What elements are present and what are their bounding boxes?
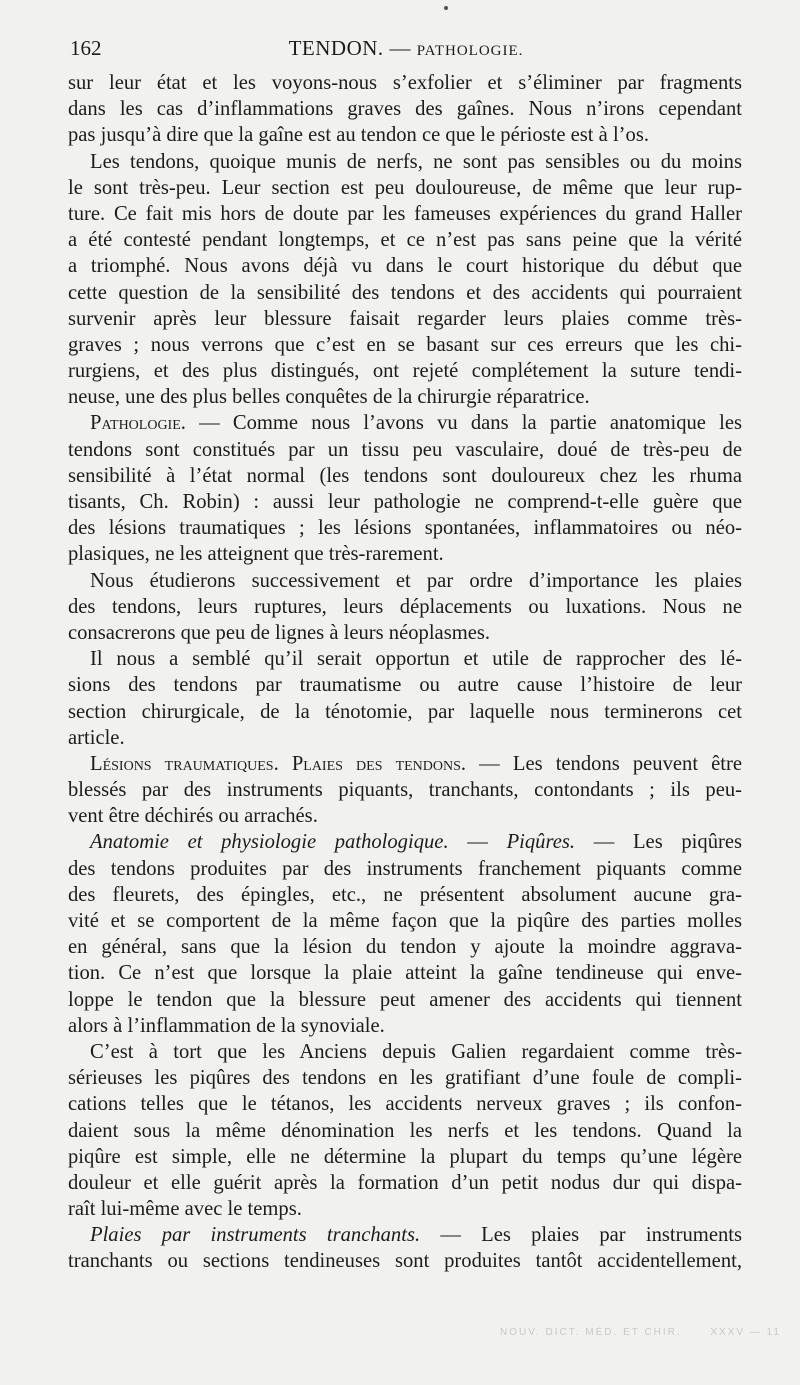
text-line: piqûre est simple, elle ne détermine la plupart du temps qu’une légère (68, 1145, 742, 1168)
text-line: sions des tendons par traumatisme ou autre cause l’histoire de leur (68, 674, 742, 697)
text-line: a été contesté pendant longtemps, et ce n’est pas sans peine que la vérité (68, 229, 742, 252)
text-line: des fleurets, des épingles, etc., ne présentent absolument aucune gra- (68, 883, 742, 906)
text-line: cette question de la sensibilité des tendons et des accidents qui pourraient (68, 281, 742, 304)
section-heading-pathologie: Pathologie. (90, 412, 186, 435)
text-line: rurgiens, et des plus distingués, ont rejeté complétement la suture tendi- (68, 360, 742, 383)
text-line: vité et se comportent de la même façon que la piqûre des parties molles (68, 910, 742, 932)
header-separator: — (389, 36, 411, 60)
text-line: graves ; nous verrons que c’est en se basant sur ces erreurs que les chi- (68, 333, 742, 356)
text-line: tendons sont constitués par un tissu peu vasculaire, doué de très-peu de (68, 438, 742, 461)
subheading-piqures: Piqûres. (506, 831, 576, 854)
text-line: a triomphé. Nous avons déjà vu dans le court historique du début que (68, 255, 742, 278)
running-title (70, 36, 742, 61)
running-header (70, 36, 742, 66)
text-line: alors à l’inflammation de la synoviale. (68, 1014, 385, 1037)
text-line: des tendons, leurs ruptures, leurs déplacements ou luxations. Nous ne (68, 595, 742, 618)
text-line: C’est à tort que les Anciens depuis Galien regardaient comme très- (90, 1040, 742, 1063)
section-heading-lesions: Lésions traumatiques. Plaies des tendons. (90, 752, 467, 775)
text-line: Plaies par instruments tranchants. — Les plaies par instruments (90, 1224, 742, 1247)
text-line: le sont très-peu. Leur section est peu douloureuse, de même que leur rup- (68, 176, 742, 199)
text-line: douleur et elle guérit après la formation d’un petit nodus dur qui dispa- (68, 1171, 742, 1194)
text-line: en général, sans que la lésion du tendon y ajoute la moindre aggrava- (68, 936, 742, 959)
text-line: tranchants ou sections tendineuses sont produites tantôt accidentellement, (68, 1250, 742, 1273)
text-line: consacrerons que peu de lignes à leurs néoplasmes. (68, 621, 491, 644)
text-line: plasiques, ne les atteignent que très-rarement. (68, 543, 444, 566)
header-title: TENDON. (288, 36, 384, 60)
text-line: loppe le tendon que la blessure peut amener des accidents qui tiennent (68, 988, 742, 1011)
text-line: cations telles que le tétanos, les accidents nerveux graves ; ils confon- (68, 1093, 742, 1116)
page-number: 162 (70, 36, 102, 60)
printer-signature: NOUV. DICT. MÉD. ET CHIR. XXXV — 11 (500, 1327, 781, 1338)
text-line: des tendons produites par des instruments franchement piquants comme (68, 857, 742, 880)
text-line: blessés par des instruments piquants, tranchants, contondants ; ils peu- (68, 779, 742, 802)
text-line: sérieuses les piqûres des tendons en les gratifiant d’une foule de compli- (68, 1067, 742, 1090)
text-line: daient sous la même dénomination les nerfs et les tendons. Quand la (68, 1119, 742, 1142)
text-line: Il nous a semblé qu’il serait opportun et utile de rapprocher des lé- (90, 648, 742, 671)
text-line: Lésions traumatiques. Plaies des tendons. — Les tendons peuvent être (90, 752, 742, 775)
printing-mark (444, 6, 448, 10)
text-line: Nous étudierons successivement et par ordre d’importance les plaies (90, 569, 742, 592)
body-text (68, 70, 742, 1275)
text-line: section chirurgicale, de la ténotomie, par laquelle nous terminerons cet (68, 700, 742, 723)
subheading-plaies: Plaies par instruments tranchants. (90, 1224, 421, 1247)
text-line: raît lui-même avec le temps. (68, 1198, 302, 1221)
text-line: Les tendons, quoique munis de nerfs, ne sont pas sensibles ou du moins (90, 150, 742, 173)
text-line: tisants, Ch. Robin) : aussi leur pathologie ne comprend-t-elle guère que (68, 491, 742, 513)
text-line: ture. Ce fait mis hors de doute par les fameuses expériences du grand Haller (68, 202, 742, 225)
text-line: sur leur état et les voyons-nous s’exfolier et s’éliminer par fragments (68, 72, 742, 94)
text-line: dans les cas d’inflammations graves des gaînes. Nous n’irons cependant (68, 98, 742, 121)
text-line: pas jusqu’à dire que la gaîne est au tendon ce que le périoste est à l’os. (68, 124, 649, 147)
text-line: vent être déchirés ou arrachés. (68, 805, 318, 828)
text-line: Anatomie et physiologie pathologique. — Piqûres. — Les piqûres (90, 831, 742, 854)
text-line: sensibilité à l’état normal (les tendons sont douloureux chez les rhuma (68, 464, 742, 487)
subheading-anatomie: Anatomie et physiologie pathologique. (90, 831, 449, 854)
header-section: PATHOLOGIE. (416, 43, 524, 59)
text-line: survenir après leur blessure faisait regarder leurs plaies comme très- (68, 307, 742, 330)
text-line: des lésions traumatiques ; les lésions spontanées, inflammatoires ou néo- (68, 517, 742, 540)
text-line: article. (68, 726, 125, 749)
text-line: tion. Ce n’est que lorsque la plaie atteint la gaîne tendineuse qui enve- (68, 962, 742, 985)
text-line: Pathologie. — Comme nous l’avons vu dans la partie anatomique les (90, 412, 742, 435)
text-line: neuse, une des plus belles conquêtes de la chirurgie réparatrice. (68, 386, 590, 409)
